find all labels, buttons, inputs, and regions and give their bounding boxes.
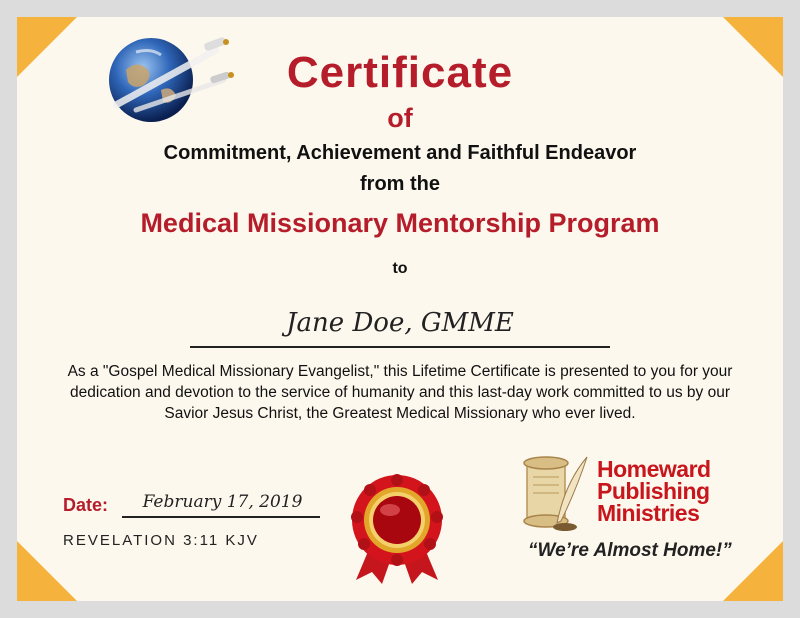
publisher-line3: Ministries: [597, 500, 700, 526]
recipient-name: Jane Doe, GMME: [286, 308, 514, 338]
certificate-title: Certificate: [286, 48, 514, 97]
from-the-label: from the: [360, 173, 440, 195]
date-underline: [122, 516, 320, 518]
publisher-tagline: “We’re Almost Home!”: [528, 540, 732, 561]
certificate-of: of: [387, 103, 413, 133]
certificate-subtitle: Commitment, Achievement and Faithful Endeavor: [163, 142, 637, 164]
certificate-body: As a "Gospel Medical Missionary Evangelist," this Lifetime Certificate is presented to you for your dedication and devotion to the service of humanity and this last-day work committed to us by our Savior Jesus Christ, the Greatest Medical Missionary who ever lived.: [67, 363, 733, 422]
program-name: Medical Missionary Mentorship Program: [140, 208, 660, 238]
scroll-quill-icon: [515, 453, 590, 533]
date-value: February 17, 2019: [142, 492, 303, 512]
to-label: to: [392, 260, 408, 277]
corner-bottom-left: [17, 541, 77, 601]
publisher-name: [597, 458, 777, 524]
publisher-line2: Publishing: [597, 478, 710, 504]
seal-icon: [342, 472, 452, 584]
date-label: Date:: [63, 495, 109, 515]
publisher-line1: Homeward: [597, 456, 711, 482]
verse-reference: REVELATION 3:11 KJV: [63, 532, 259, 549]
recipient-underline: [190, 346, 610, 348]
